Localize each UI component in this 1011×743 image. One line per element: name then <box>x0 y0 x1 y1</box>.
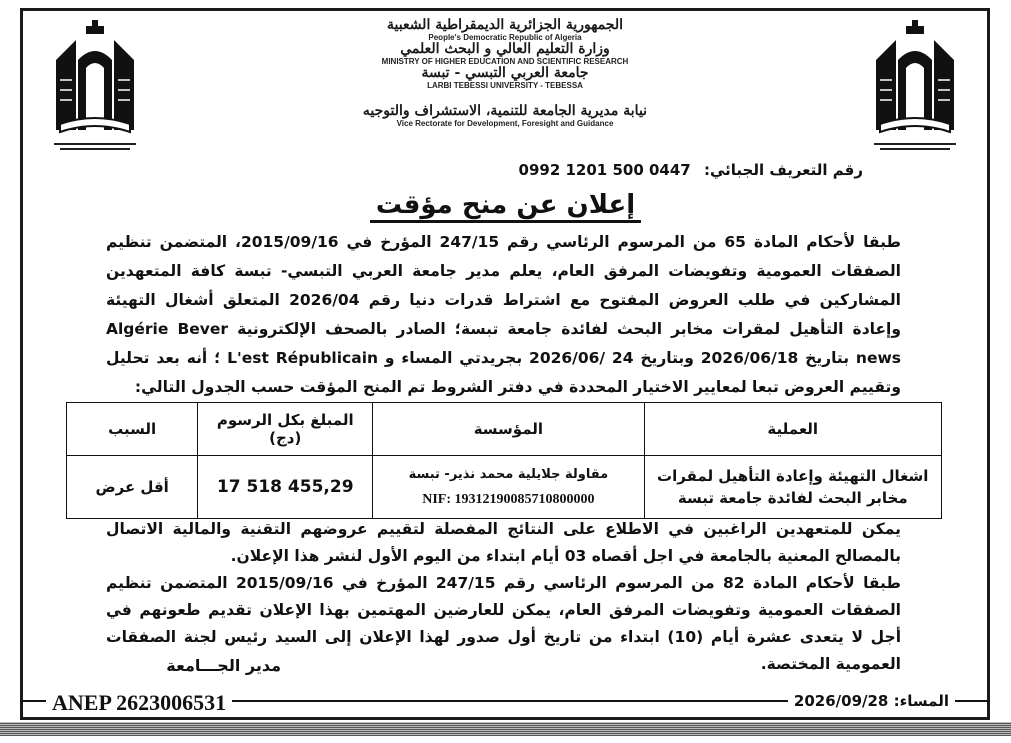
header-line2-ar: وزارة التعليم العالي و البحث العلمي <box>400 41 610 57</box>
footer-newspaper: المساء <box>899 692 949 710</box>
company-name: مقاولة جلايلية محمد نذير- تبسة <box>408 466 609 482</box>
footer-date: 2026/09/28 <box>793 692 889 710</box>
cell-amount: 17 518 455,29 <box>198 456 373 519</box>
header-reason: السبب <box>67 403 198 456</box>
header-operation: العملية <box>644 403 942 456</box>
header-line1-en: People's Democratic Republic of Algeria <box>428 33 582 42</box>
scan-edge <box>0 722 1011 736</box>
header-line4-en: Vice Rectorate for Development, Foresight and Guidance <box>396 119 614 128</box>
page-title <box>0 190 1011 220</box>
table-row <box>67 456 942 519</box>
tax-id-value: 0992 1201 500 0447 <box>518 161 691 179</box>
tax-id-label: رقم التعريف الجبائي: <box>703 161 863 179</box>
paragraph-appeals: طبقا لأحكام المادة 82 من المرسوم الرئاسي رقم 247/15 المؤرخ في 2015/09/16 المتضمن تنظيم الصفقات العمومية وتفويضات المرفق العام، يمكن للعارضين المهتمين بهذا الإعلان تقديم طعونهم في أجل لا يتعدى عشرة أيام (10) ابتداء من تاريخ أول صدور لهذا الإعلان إلى السيد رئيس لجنة الصفقات العمومية المختصة. <box>106 574 902 673</box>
footer-anep: ANEP 2623006531 <box>46 690 232 716</box>
cell-company <box>373 456 644 519</box>
cell-operation: اشغال التهيئة وإعادة التأهيل لمقرات مخابر البحث لفائدة جامعة تبسة <box>644 456 942 519</box>
tax-id-line <box>519 161 863 179</box>
company-nif: NIF: 19312190085710800000 <box>422 491 595 507</box>
university-logo-right-icon <box>866 20 964 150</box>
page-title-text: إعلان عن منح مؤقت <box>370 190 641 223</box>
logo-caption-left <box>46 140 144 156</box>
header-line4-ar: نيابة مديرية الجامعة للتنمية، الاستشراف والتوجيه <box>362 103 648 119</box>
footer-publication: المساء: 2026/09/28 <box>788 692 955 710</box>
header-line3-ar: جامعة العربي التبسي - تبسة <box>421 65 589 81</box>
header-block <box>170 18 840 128</box>
paragraph-award-intro: طبقا لأحكام المادة 65 من المرسوم الرئاسي رقم 247/15 المؤرخ في 2015/09/16، المتضمن تنظيم الصفقات العمومية وتفويضات المرفق العام، يعلم مدير جامعة العربي التبسي- تبسة كافة المتعهدين المشاركين في طلب العروض المفتوح مع اشتراط قدرات دنيا رقم 2026/04 المتعلق أشغال التهيئة وإعادة التأهيل لمقرات مخابر البحث لفائدة جامعة تبسة؛ الصادر بالصحف الإلكترونية Algérie Bever news بتاريخ 2026/06/18 وبتاريخ 24 /2026/06 بجريدتي المساء و L'est Républicain ؛ أنه بعد تحليل وتقييم العروض تبعا لمعايير الاختيار المحددة في دفتر الشروط تم المنح المؤقت حسب الجدول التالي: <box>106 233 902 396</box>
header-company: المؤسسة <box>373 403 644 456</box>
header-amount: المبلغ بكل الرسوم (دج) <box>198 403 373 456</box>
logo-caption-right <box>866 140 964 156</box>
award-table-header-row <box>67 403 942 456</box>
paragraph-results-consultation: يمكن للمتعهدين الراغبين في الاطلاع على النتائج المفصلة لتقييم عروضهم التقنية والمالية الاتصال بالمصالح المعنية بالجامعة في اجل أقصاه 03 أيام ابتداء من اليوم الأول لنشر هذا الإعلان. <box>106 520 901 565</box>
header-line1-ar: الجمهورية الجزائرية الديمقراطية الشعبية <box>386 17 623 33</box>
award-table <box>66 402 942 519</box>
signature-title: مدير الجـــامعة <box>166 656 281 675</box>
header-line3-en: LARBI TEBESSI UNIVERSITY - TEBESSA <box>427 81 583 90</box>
university-logo-left-icon <box>46 20 144 150</box>
header-line2-en: MINISTRY OF HIGHER EDUCATION AND SCIENTIFIC RESEARCH <box>381 57 629 66</box>
cell-reason: أقل عرض <box>67 456 198 519</box>
